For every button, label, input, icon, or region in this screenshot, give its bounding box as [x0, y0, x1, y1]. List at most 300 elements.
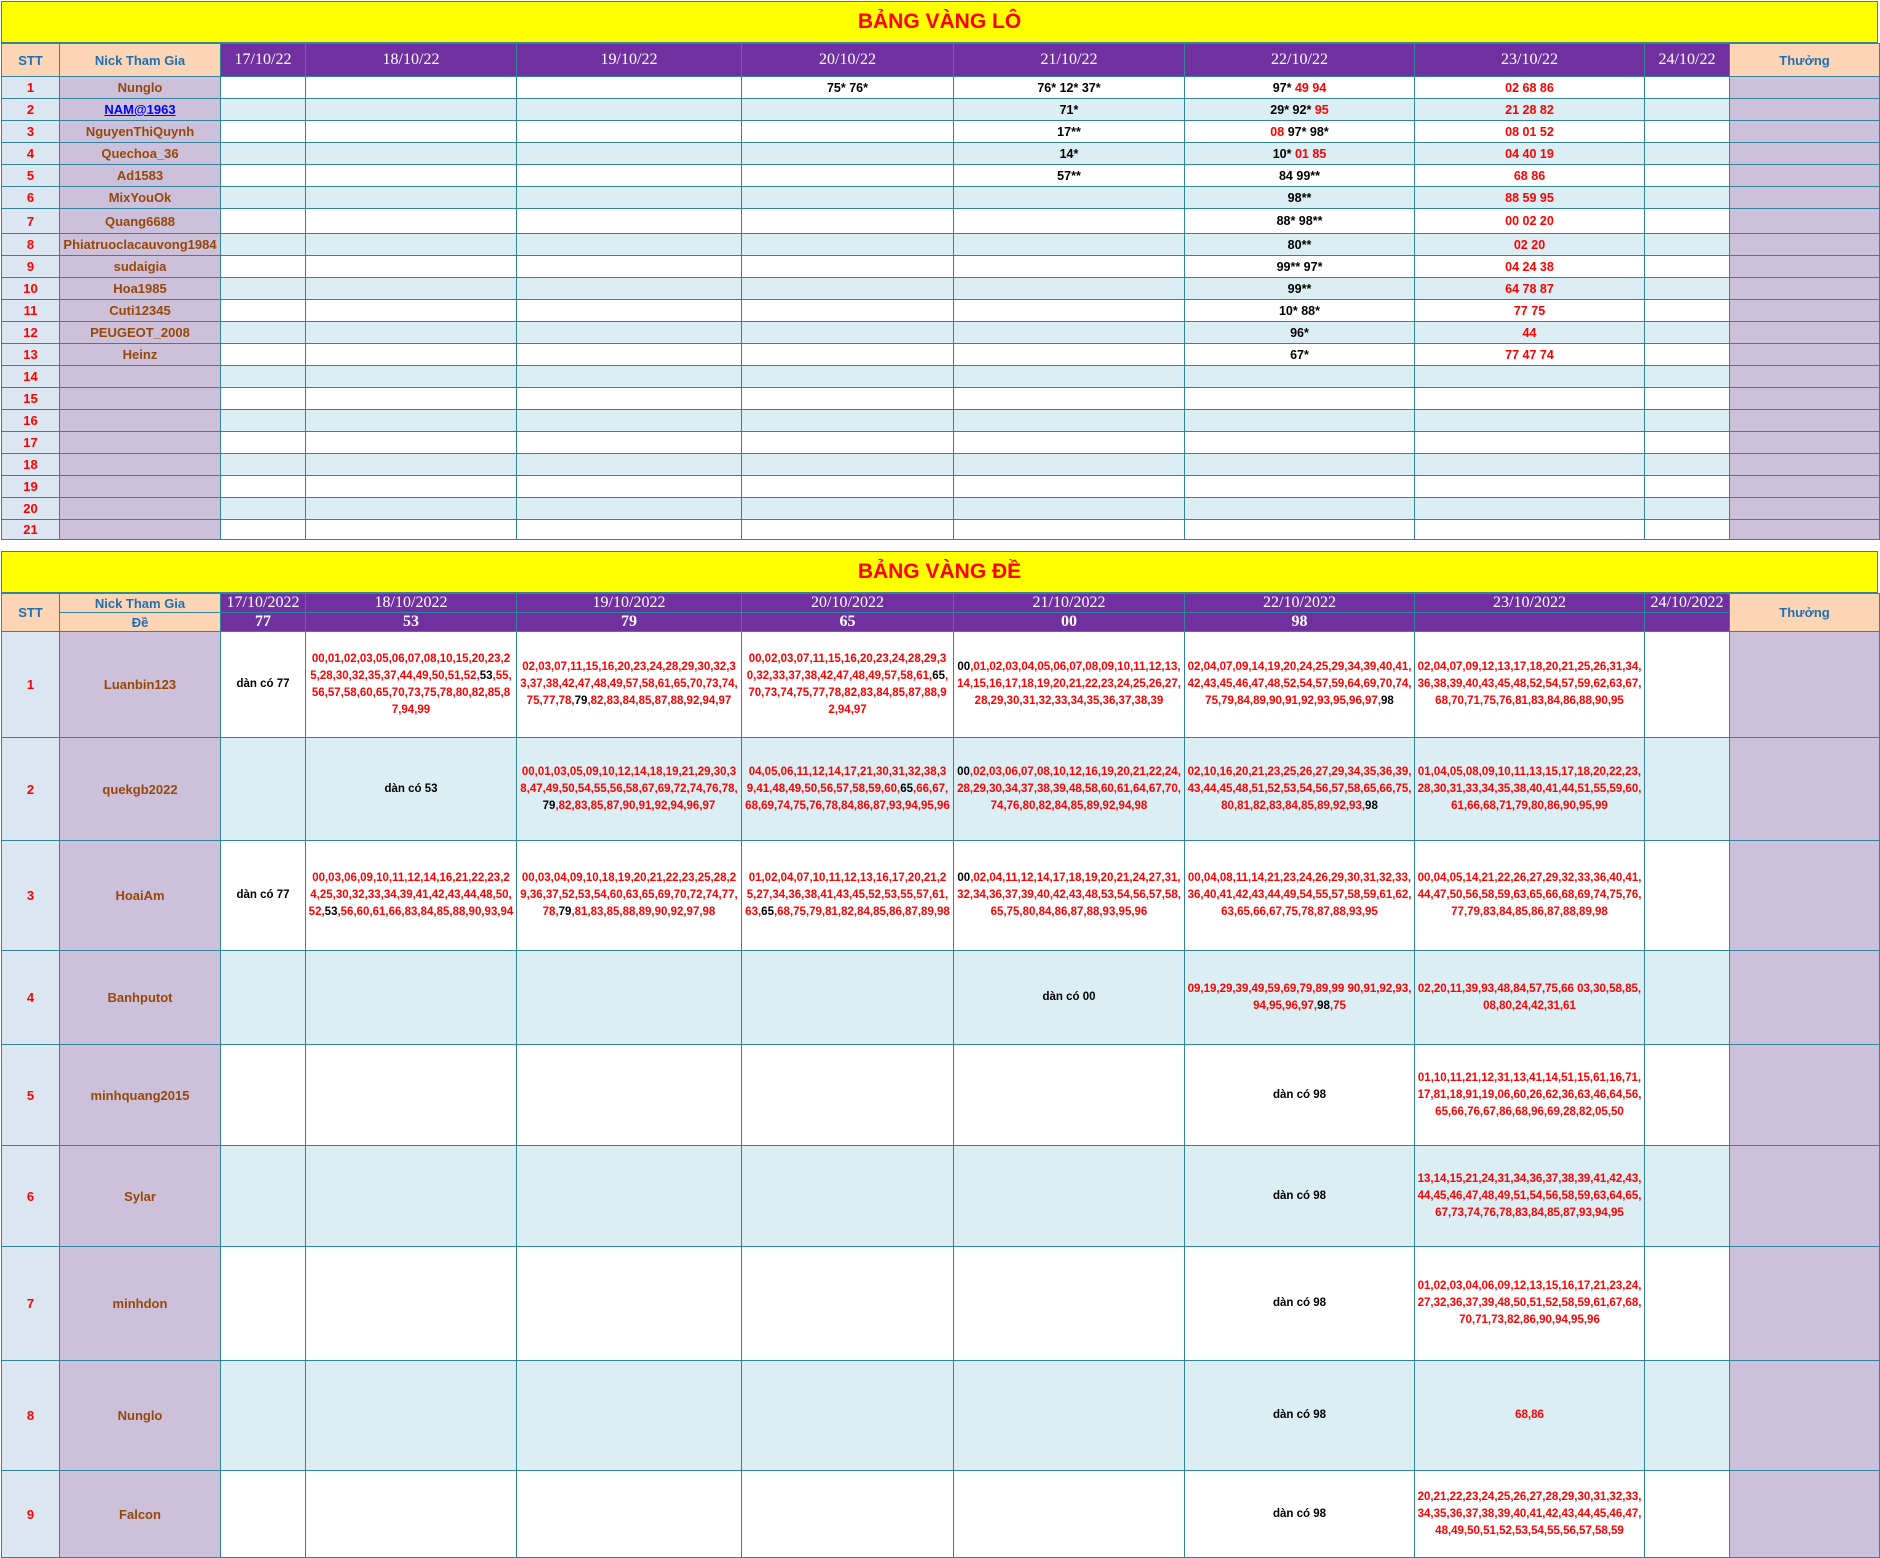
reward-cell[interactable]	[1730, 322, 1880, 344]
prediction-cell[interactable]	[742, 432, 954, 454]
player-nick[interactable]	[60, 99, 221, 121]
player-nick[interactable]: Heinz	[60, 344, 221, 366]
prediction-cell[interactable]	[517, 77, 742, 99]
number-set-cell[interactable]	[742, 1045, 954, 1146]
prediction-cell[interactable]	[306, 498, 517, 520]
player-nick[interactable]: Hoa1985	[60, 278, 221, 300]
date-header[interactable]: 21/10/22	[954, 44, 1185, 77]
number-set-cell[interactable]	[306, 841, 517, 951]
number-set-cell[interactable]	[1415, 1471, 1645, 1558]
number-set-cell[interactable]	[517, 1247, 742, 1361]
prediction-cell[interactable]	[954, 432, 1185, 454]
reward-cell[interactable]	[1730, 143, 1880, 165]
number-set-cell[interactable]	[1185, 1045, 1415, 1146]
prediction-cell[interactable]	[221, 520, 306, 540]
prediction-cell[interactable]	[954, 209, 1185, 234]
prediction-cell[interactable]	[1645, 300, 1730, 322]
date-header[interactable]: 22/10/2022	[1185, 594, 1415, 613]
prediction-cell[interactable]	[306, 366, 517, 388]
player-nick[interactable]: Cuti12345	[60, 300, 221, 322]
player-nick[interactable]: sudaigia	[60, 256, 221, 278]
prediction-cell[interactable]	[306, 77, 517, 99]
prediction-cell[interactable]	[742, 476, 954, 498]
number-set-cell[interactable]	[742, 1146, 954, 1247]
prediction-cell[interactable]	[1645, 388, 1730, 410]
reward-cell[interactable]	[1730, 77, 1880, 99]
prediction-cell[interactable]	[517, 143, 742, 165]
prediction-cell[interactable]	[221, 388, 306, 410]
prediction-cell[interactable]	[517, 99, 742, 121]
prediction-cell[interactable]	[1185, 187, 1415, 209]
prediction-cell[interactable]	[306, 121, 517, 143]
prediction-cell[interactable]	[306, 344, 517, 366]
date-header[interactable]: 19/10/22	[517, 44, 742, 77]
prediction-cell[interactable]	[742, 143, 954, 165]
prediction-cell[interactable]	[1415, 344, 1645, 366]
prediction-cell[interactable]	[306, 520, 517, 540]
number-set-cell[interactable]	[1415, 1045, 1645, 1146]
reward-cell[interactable]	[1730, 209, 1880, 234]
number-set-cell[interactable]	[517, 841, 742, 951]
prediction-cell[interactable]	[1645, 187, 1730, 209]
reward-cell[interactable]	[1730, 498, 1880, 520]
prediction-cell[interactable]	[221, 366, 306, 388]
prediction-cell[interactable]	[221, 234, 306, 256]
prediction-cell[interactable]	[517, 209, 742, 234]
prediction-cell[interactable]	[517, 432, 742, 454]
prediction-cell[interactable]	[1645, 143, 1730, 165]
prediction-cell[interactable]	[517, 498, 742, 520]
prediction-cell[interactable]	[742, 454, 954, 476]
prediction-cell[interactable]	[742, 187, 954, 209]
player-nick[interactable]: Phiatruoclacauvong1984	[60, 234, 221, 256]
number-set-cell[interactable]	[1645, 1361, 1730, 1471]
reward-cell[interactable]	[1730, 165, 1880, 187]
player-nick[interactable]: Ad1583	[60, 165, 221, 187]
prediction-cell[interactable]	[306, 165, 517, 187]
prediction-cell[interactable]	[1185, 121, 1415, 143]
number-set-cell[interactable]	[306, 1471, 517, 1558]
prediction-cell[interactable]	[221, 77, 306, 99]
prediction-cell[interactable]	[1185, 209, 1415, 234]
prediction-cell[interactable]	[1645, 209, 1730, 234]
reward-cell[interactable]	[1730, 366, 1880, 388]
prediction-cell[interactable]	[517, 300, 742, 322]
number-set-cell[interactable]	[1185, 1471, 1415, 1558]
prediction-cell[interactable]	[517, 366, 742, 388]
reward-cell[interactable]	[1730, 187, 1880, 209]
player-nick[interactable]	[60, 476, 221, 498]
reward-cell[interactable]	[1730, 278, 1880, 300]
reward-cell[interactable]	[1730, 1361, 1880, 1471]
prediction-cell[interactable]	[954, 344, 1185, 366]
number-set-cell[interactable]	[742, 1247, 954, 1361]
player-nick[interactable]: Nunglo	[60, 77, 221, 99]
number-set-cell[interactable]	[742, 841, 954, 951]
prediction-cell[interactable]	[1415, 498, 1645, 520]
number-set-cell[interactable]	[1645, 1146, 1730, 1247]
prediction-cell[interactable]	[1415, 476, 1645, 498]
prediction-cell[interactable]	[742, 165, 954, 187]
prediction-cell[interactable]	[1185, 165, 1415, 187]
prediction-cell[interactable]	[1415, 278, 1645, 300]
prediction-cell[interactable]	[1185, 234, 1415, 256]
prediction-cell[interactable]	[306, 278, 517, 300]
number-set-cell[interactable]	[742, 1361, 954, 1471]
prediction-cell[interactable]	[1185, 300, 1415, 322]
prediction-cell[interactable]	[1645, 322, 1730, 344]
reward-cell[interactable]	[1730, 951, 1880, 1045]
date-header[interactable]: 21/10/2022	[954, 594, 1185, 613]
number-set-cell[interactable]	[221, 1247, 306, 1361]
prediction-cell[interactable]	[954, 187, 1185, 209]
prediction-cell[interactable]	[1185, 256, 1415, 278]
prediction-cell[interactable]	[954, 454, 1185, 476]
prediction-cell[interactable]	[1645, 121, 1730, 143]
prediction-cell[interactable]	[517, 165, 742, 187]
number-set-cell[interactable]	[306, 1045, 517, 1146]
prediction-cell[interactable]	[954, 143, 1185, 165]
number-set-cell[interactable]	[221, 951, 306, 1045]
prediction-cell[interactable]	[954, 234, 1185, 256]
prediction-cell[interactable]	[1645, 476, 1730, 498]
reward-cell[interactable]	[1730, 300, 1880, 322]
number-set-cell[interactable]	[221, 1045, 306, 1146]
prediction-cell[interactable]	[221, 410, 306, 432]
number-set-cell[interactable]	[1185, 841, 1415, 951]
prediction-cell[interactable]	[954, 498, 1185, 520]
number-set-cell[interactable]	[742, 738, 954, 841]
prediction-cell[interactable]	[1415, 388, 1645, 410]
prediction-cell[interactable]	[1415, 454, 1645, 476]
player-nick[interactable]: HoaiAm	[60, 841, 221, 951]
prediction-cell[interactable]	[306, 432, 517, 454]
reward-cell[interactable]	[1730, 432, 1880, 454]
reward-cell[interactable]	[1730, 410, 1880, 432]
player-nick[interactable]: PEUGEOT_2008	[60, 322, 221, 344]
prediction-cell[interactable]	[517, 454, 742, 476]
date-header[interactable]: 23/10/2022	[1415, 594, 1645, 613]
number-set-cell[interactable]	[517, 1146, 742, 1247]
prediction-cell[interactable]	[954, 322, 1185, 344]
prediction-cell[interactable]	[306, 300, 517, 322]
number-set-cell[interactable]	[1645, 738, 1730, 841]
prediction-cell[interactable]	[221, 454, 306, 476]
prediction-cell[interactable]	[1185, 366, 1415, 388]
prediction-cell[interactable]	[306, 209, 517, 234]
prediction-cell[interactable]	[742, 344, 954, 366]
player-nick[interactable]: Nunglo	[60, 1361, 221, 1471]
prediction-cell[interactable]	[221, 498, 306, 520]
reward-cell[interactable]	[1730, 121, 1880, 143]
prediction-cell[interactable]	[1185, 432, 1415, 454]
prediction-cell[interactable]	[1415, 300, 1645, 322]
number-set-cell[interactable]	[517, 738, 742, 841]
prediction-cell[interactable]	[742, 520, 954, 540]
prediction-cell[interactable]	[954, 300, 1185, 322]
number-set-cell[interactable]	[1645, 841, 1730, 951]
prediction-cell[interactable]	[517, 520, 742, 540]
prediction-cell[interactable]	[1645, 410, 1730, 432]
prediction-cell[interactable]	[742, 300, 954, 322]
reward-cell[interactable]	[1730, 1247, 1880, 1361]
prediction-cell[interactable]	[1645, 454, 1730, 476]
prediction-cell[interactable]	[1185, 498, 1415, 520]
prediction-cell[interactable]	[1415, 322, 1645, 344]
prediction-cell[interactable]	[306, 476, 517, 498]
prediction-cell[interactable]	[954, 476, 1185, 498]
number-set-cell[interactable]	[1415, 951, 1645, 1045]
prediction-cell[interactable]	[1415, 99, 1645, 121]
reward-cell[interactable]	[1730, 476, 1880, 498]
number-set-cell[interactable]	[1415, 1247, 1645, 1361]
prediction-cell[interactable]	[221, 143, 306, 165]
prediction-cell[interactable]	[742, 498, 954, 520]
number-set-cell[interactable]	[1645, 1471, 1730, 1558]
date-header[interactable]: 24/10/22	[1645, 44, 1730, 77]
number-set-cell[interactable]	[517, 1471, 742, 1558]
number-set-cell[interactable]	[1185, 1361, 1415, 1471]
date-header[interactable]: 17/10/2022	[221, 594, 306, 613]
number-set-cell[interactable]	[1185, 1146, 1415, 1247]
number-set-cell[interactable]	[954, 1045, 1185, 1146]
prediction-cell[interactable]	[1185, 99, 1415, 121]
number-set-cell[interactable]	[306, 951, 517, 1045]
reward-cell[interactable]	[1730, 738, 1880, 841]
reward-cell[interactable]	[1730, 1045, 1880, 1146]
number-set-cell[interactable]	[517, 1045, 742, 1146]
prediction-cell[interactable]	[954, 165, 1185, 187]
prediction-cell[interactable]	[954, 256, 1185, 278]
prediction-cell[interactable]	[517, 121, 742, 143]
prediction-cell[interactable]	[306, 234, 517, 256]
prediction-cell[interactable]	[517, 234, 742, 256]
number-set-cell[interactable]	[1415, 841, 1645, 951]
prediction-cell[interactable]	[306, 322, 517, 344]
number-set-cell[interactable]	[742, 632, 954, 738]
player-nick[interactable]	[60, 520, 221, 540]
number-set-cell[interactable]	[1415, 1146, 1645, 1247]
number-set-cell[interactable]	[517, 632, 742, 738]
number-set-cell[interactable]	[1185, 1247, 1415, 1361]
prediction-cell[interactable]	[306, 256, 517, 278]
prediction-cell[interactable]	[954, 99, 1185, 121]
player-nick[interactable]: minhdon	[60, 1247, 221, 1361]
date-header[interactable]: 20/10/22	[742, 44, 954, 77]
prediction-cell[interactable]	[1415, 256, 1645, 278]
prediction-cell[interactable]	[306, 388, 517, 410]
reward-cell[interactable]	[1730, 388, 1880, 410]
player-nick[interactable]	[60, 454, 221, 476]
prediction-cell[interactable]	[221, 121, 306, 143]
prediction-cell[interactable]	[742, 278, 954, 300]
number-set-cell[interactable]	[954, 1361, 1185, 1471]
number-set-cell[interactable]	[306, 1146, 517, 1247]
prediction-cell[interactable]	[517, 256, 742, 278]
prediction-cell[interactable]	[1185, 410, 1415, 432]
prediction-cell[interactable]	[1415, 187, 1645, 209]
prediction-cell[interactable]	[1645, 498, 1730, 520]
prediction-cell[interactable]	[1185, 143, 1415, 165]
prediction-cell[interactable]	[221, 432, 306, 454]
prediction-cell[interactable]	[742, 322, 954, 344]
number-set-cell[interactable]	[221, 1361, 306, 1471]
player-link[interactable]: NAM@1963	[104, 102, 176, 117]
reward-cell[interactable]	[1730, 99, 1880, 121]
prediction-cell[interactable]	[1645, 432, 1730, 454]
number-set-cell[interactable]	[1645, 951, 1730, 1045]
reward-cell[interactable]	[1730, 1146, 1880, 1247]
prediction-cell[interactable]	[517, 476, 742, 498]
prediction-cell[interactable]	[1415, 209, 1645, 234]
prediction-cell[interactable]	[517, 344, 742, 366]
prediction-cell[interactable]	[221, 256, 306, 278]
number-set-cell[interactable]	[954, 1471, 1185, 1558]
prediction-cell[interactable]	[517, 388, 742, 410]
number-set-cell[interactable]	[954, 632, 1185, 738]
prediction-cell[interactable]	[1645, 278, 1730, 300]
prediction-cell[interactable]	[1645, 234, 1730, 256]
reward-cell[interactable]	[1730, 520, 1880, 540]
date-header[interactable]: 19/10/2022	[517, 594, 742, 613]
prediction-cell[interactable]	[1645, 344, 1730, 366]
prediction-cell[interactable]	[954, 388, 1185, 410]
prediction-cell[interactable]	[742, 410, 954, 432]
prediction-cell[interactable]	[1645, 366, 1730, 388]
date-header[interactable]: 18/10/22	[306, 44, 517, 77]
prediction-cell[interactable]	[1185, 476, 1415, 498]
prediction-cell[interactable]	[1645, 77, 1730, 99]
player-nick[interactable]: MixYouOk	[60, 187, 221, 209]
number-set-cell[interactable]	[306, 632, 517, 738]
prediction-cell[interactable]	[221, 300, 306, 322]
number-set-cell[interactable]	[1185, 738, 1415, 841]
prediction-cell[interactable]	[954, 77, 1185, 99]
prediction-cell[interactable]	[954, 278, 1185, 300]
prediction-cell[interactable]	[954, 520, 1185, 540]
number-set-cell[interactable]	[306, 1247, 517, 1361]
prediction-cell[interactable]	[954, 121, 1185, 143]
player-nick[interactable]	[60, 498, 221, 520]
number-set-cell[interactable]	[1415, 738, 1645, 841]
player-nick[interactable]: NguyenThiQuynh	[60, 121, 221, 143]
prediction-cell[interactable]	[221, 187, 306, 209]
prediction-cell[interactable]	[306, 454, 517, 476]
number-set-cell[interactable]	[221, 632, 306, 738]
prediction-cell[interactable]	[742, 121, 954, 143]
prediction-cell[interactable]	[221, 99, 306, 121]
prediction-cell[interactable]	[517, 187, 742, 209]
prediction-cell[interactable]	[1645, 165, 1730, 187]
prediction-cell[interactable]	[221, 278, 306, 300]
date-header[interactable]: 23/10/22	[1415, 44, 1645, 77]
reward-cell[interactable]	[1730, 841, 1880, 951]
player-nick[interactable]: Quang6688	[60, 209, 221, 234]
number-set-cell[interactable]	[221, 841, 306, 951]
reward-cell[interactable]	[1730, 234, 1880, 256]
prediction-cell[interactable]	[1415, 520, 1645, 540]
player-nick[interactable]: quekgb2022	[60, 738, 221, 841]
prediction-cell[interactable]	[517, 322, 742, 344]
player-nick[interactable]: Quechoa_36	[60, 143, 221, 165]
number-set-cell[interactable]	[954, 1146, 1185, 1247]
prediction-cell[interactable]	[1415, 77, 1645, 99]
number-set-cell[interactable]	[517, 951, 742, 1045]
prediction-cell[interactable]	[742, 388, 954, 410]
prediction-cell[interactable]	[742, 366, 954, 388]
player-nick[interactable]: Falcon	[60, 1471, 221, 1558]
date-header[interactable]: 17/10/22	[221, 44, 306, 77]
prediction-cell[interactable]	[1185, 278, 1415, 300]
player-nick[interactable]: Luanbin123	[60, 632, 221, 738]
prediction-cell[interactable]	[954, 366, 1185, 388]
number-set-cell[interactable]	[954, 738, 1185, 841]
prediction-cell[interactable]	[1415, 366, 1645, 388]
prediction-cell[interactable]	[1415, 143, 1645, 165]
prediction-cell[interactable]	[221, 165, 306, 187]
prediction-cell[interactable]	[1645, 256, 1730, 278]
reward-cell[interactable]	[1730, 632, 1880, 738]
number-set-cell[interactable]	[221, 1471, 306, 1558]
number-set-cell[interactable]	[954, 841, 1185, 951]
reward-cell[interactable]	[1730, 344, 1880, 366]
reward-cell[interactable]	[1730, 1471, 1880, 1558]
prediction-cell[interactable]	[742, 99, 954, 121]
number-set-cell[interactable]	[306, 738, 517, 841]
player-nick[interactable]	[60, 388, 221, 410]
number-set-cell[interactable]	[1185, 951, 1415, 1045]
player-nick[interactable]	[60, 366, 221, 388]
prediction-cell[interactable]	[1645, 99, 1730, 121]
prediction-cell[interactable]	[221, 344, 306, 366]
date-header[interactable]: 18/10/2022	[306, 594, 517, 613]
prediction-cell[interactable]	[1185, 388, 1415, 410]
player-nick[interactable]: Sylar	[60, 1146, 221, 1247]
prediction-cell[interactable]	[306, 99, 517, 121]
number-set-cell[interactable]	[1185, 632, 1415, 738]
prediction-cell[interactable]	[1415, 234, 1645, 256]
number-set-cell[interactable]	[1645, 1045, 1730, 1146]
prediction-cell[interactable]	[221, 322, 306, 344]
number-set-cell[interactable]	[1645, 632, 1730, 738]
prediction-cell[interactable]	[306, 410, 517, 432]
player-nick[interactable]: Banhputot	[60, 951, 221, 1045]
player-nick[interactable]: minhquang2015	[60, 1045, 221, 1146]
prediction-cell[interactable]	[1415, 432, 1645, 454]
prediction-cell[interactable]	[221, 476, 306, 498]
date-header[interactable]: 22/10/22	[1185, 44, 1415, 77]
prediction-cell[interactable]	[742, 77, 954, 99]
prediction-cell[interactable]	[742, 234, 954, 256]
player-nick[interactable]	[60, 410, 221, 432]
prediction-cell[interactable]	[1415, 165, 1645, 187]
number-set-cell[interactable]	[306, 1361, 517, 1471]
prediction-cell[interactable]	[954, 410, 1185, 432]
number-set-cell[interactable]	[221, 738, 306, 841]
prediction-cell[interactable]	[1185, 322, 1415, 344]
number-set-cell[interactable]	[1645, 1247, 1730, 1361]
prediction-cell[interactable]	[1185, 344, 1415, 366]
prediction-cell[interactable]	[517, 410, 742, 432]
number-set-cell[interactable]	[1415, 1361, 1645, 1471]
prediction-cell[interactable]	[221, 209, 306, 234]
number-set-cell[interactable]	[517, 1361, 742, 1471]
number-set-cell[interactable]	[1415, 632, 1645, 738]
prediction-cell[interactable]	[1415, 121, 1645, 143]
prediction-cell[interactable]	[306, 143, 517, 165]
number-set-cell[interactable]	[954, 1247, 1185, 1361]
number-set-cell[interactable]	[954, 951, 1185, 1045]
